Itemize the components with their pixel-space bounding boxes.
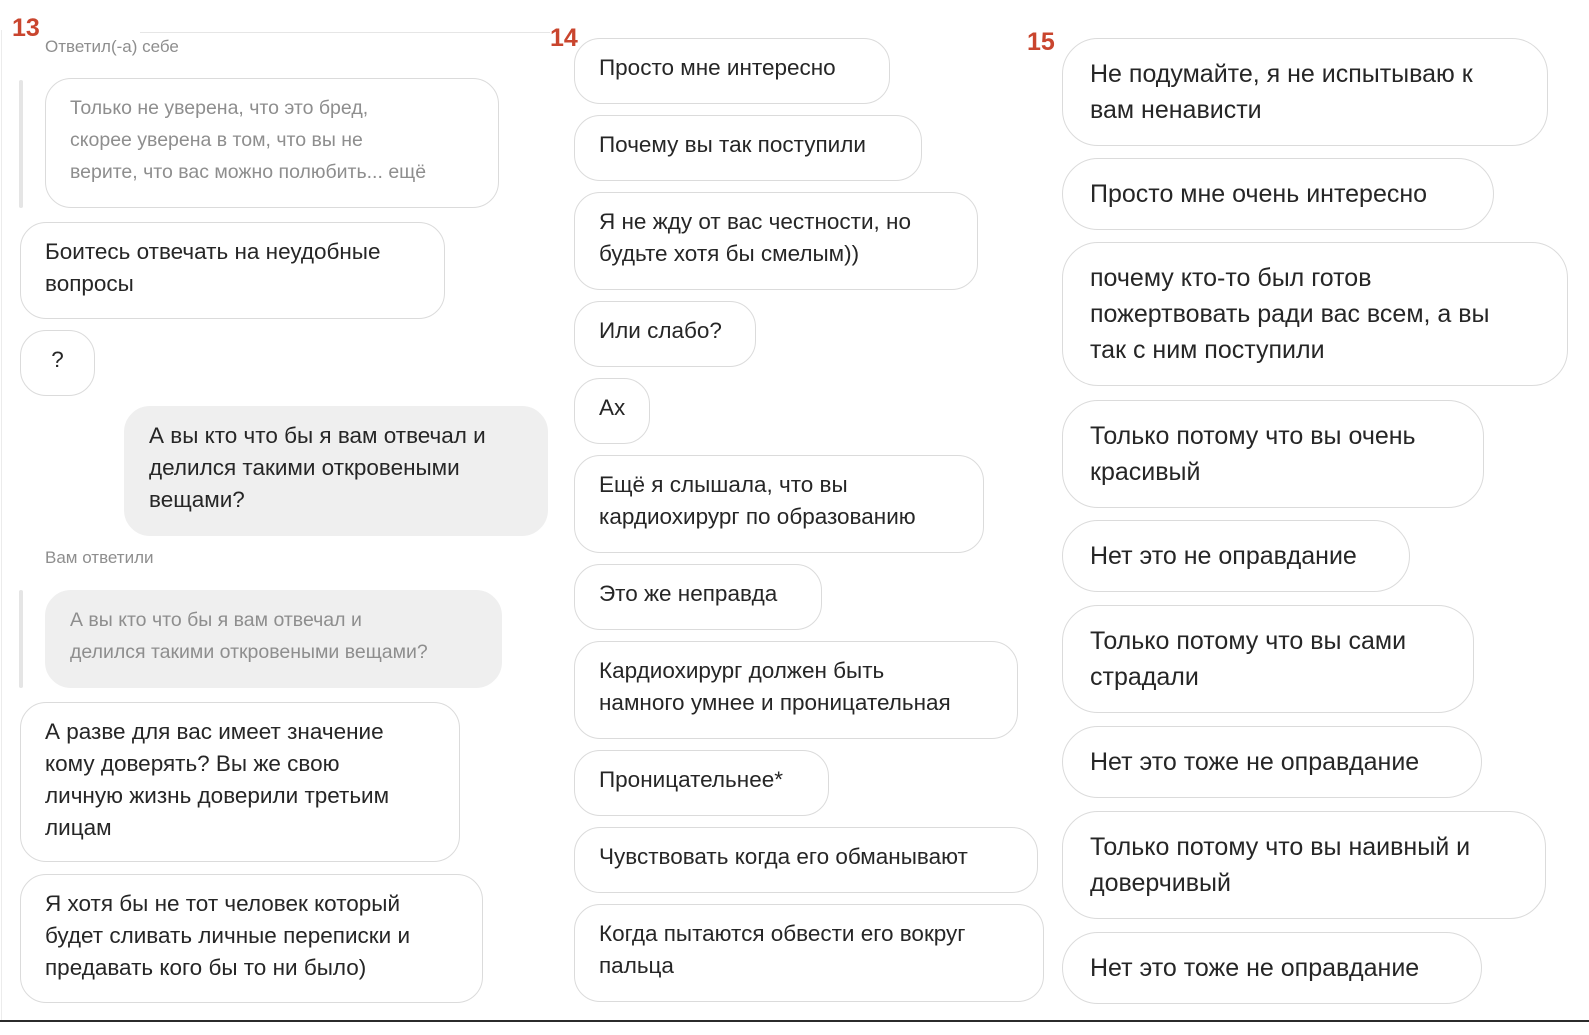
- quote-bar: [19, 590, 23, 688]
- reply-to-self-label: Ответил(-а) себе: [45, 37, 179, 56]
- bottom-border: [0, 1020, 1589, 1022]
- message-bubble[interactable]: Просто мне очень интересно: [1062, 158, 1494, 230]
- you-were-replied-label: Вам ответили: [45, 548, 154, 567]
- quote-bar: [19, 80, 23, 208]
- message-bubble[interactable]: Я не жду от вас честности, но будьте хотя бы смелым)): [574, 192, 978, 290]
- message-bubble[interactable]: Или слабо?: [574, 301, 756, 367]
- message-bubble[interactable]: Проницательнее*: [574, 750, 829, 816]
- message-bubble[interactable]: Боитесь отвечать на неудобные вопросы: [20, 222, 445, 319]
- left-edge-divider: [1, 30, 2, 1020]
- message-bubble[interactable]: Почему вы так поступили: [574, 115, 922, 181]
- message-bubble[interactable]: Только потому что вы наивный и доверчивый: [1062, 811, 1546, 919]
- message-bubble[interactable]: Просто мне интересно: [574, 38, 890, 104]
- message-bubble[interactable]: Чувствовать когда его обманывают: [574, 827, 1038, 893]
- panel-number-14: 14: [550, 24, 578, 52]
- message-bubble[interactable]: Я хотя бы не тот человек который будет сливать личные переписки и предавать кого бы то ни было): [20, 874, 483, 1003]
- panel-number-15: 15: [1027, 28, 1055, 56]
- quoted-message-bubble[interactable]: Только не уверена, что это бред, скорее уверена в том, что вы не верите, что вас можно полюбить... ещё: [45, 78, 499, 208]
- message-bubble[interactable]: Кардиохирург должен быть намного умнее и проницательная: [574, 641, 1018, 739]
- message-bubble[interactable]: Когда пытаются обвести его вокруг пальца: [574, 904, 1044, 1002]
- message-bubble[interactable]: почему кто-то был готов пожертвовать ради вас всем, а вы так с ним поступили: [1062, 242, 1568, 386]
- top-divider: [140, 32, 550, 33]
- panel-number-13: 13: [12, 14, 40, 42]
- message-bubble[interactable]: Ах: [574, 378, 650, 444]
- message-bubble[interactable]: Только потому что вы очень красивый: [1062, 400, 1484, 508]
- message-bubble[interactable]: Нет это не оправдание: [1062, 520, 1410, 592]
- own-message-bubble[interactable]: А вы кто что бы я вам отвечал и делился такими откровеными вещами?: [124, 406, 548, 536]
- message-bubble[interactable]: Не подумайте, я не испытываю к вам ненависти: [1062, 38, 1548, 146]
- message-bubble[interactable]: ?: [20, 330, 95, 396]
- quoted-message-bubble[interactable]: А вы кто что бы я вам отвечал и делился такими откровеными вещами?: [45, 590, 502, 688]
- message-bubble[interactable]: Это же неправда: [574, 564, 822, 630]
- message-bubble[interactable]: Только потому что вы сами страдали: [1062, 605, 1474, 713]
- message-bubble[interactable]: Нет это тоже не оправдание: [1062, 932, 1482, 1004]
- message-bubble[interactable]: Нет это тоже не оправдание: [1062, 726, 1482, 798]
- message-bubble[interactable]: Ещё я слышала, что вы кардиохирург по образованию: [574, 455, 984, 553]
- message-bubble[interactable]: А разве для вас имеет значение кому доверять? Вы же свою личную жизнь доверили третьим лицам: [20, 702, 460, 862]
